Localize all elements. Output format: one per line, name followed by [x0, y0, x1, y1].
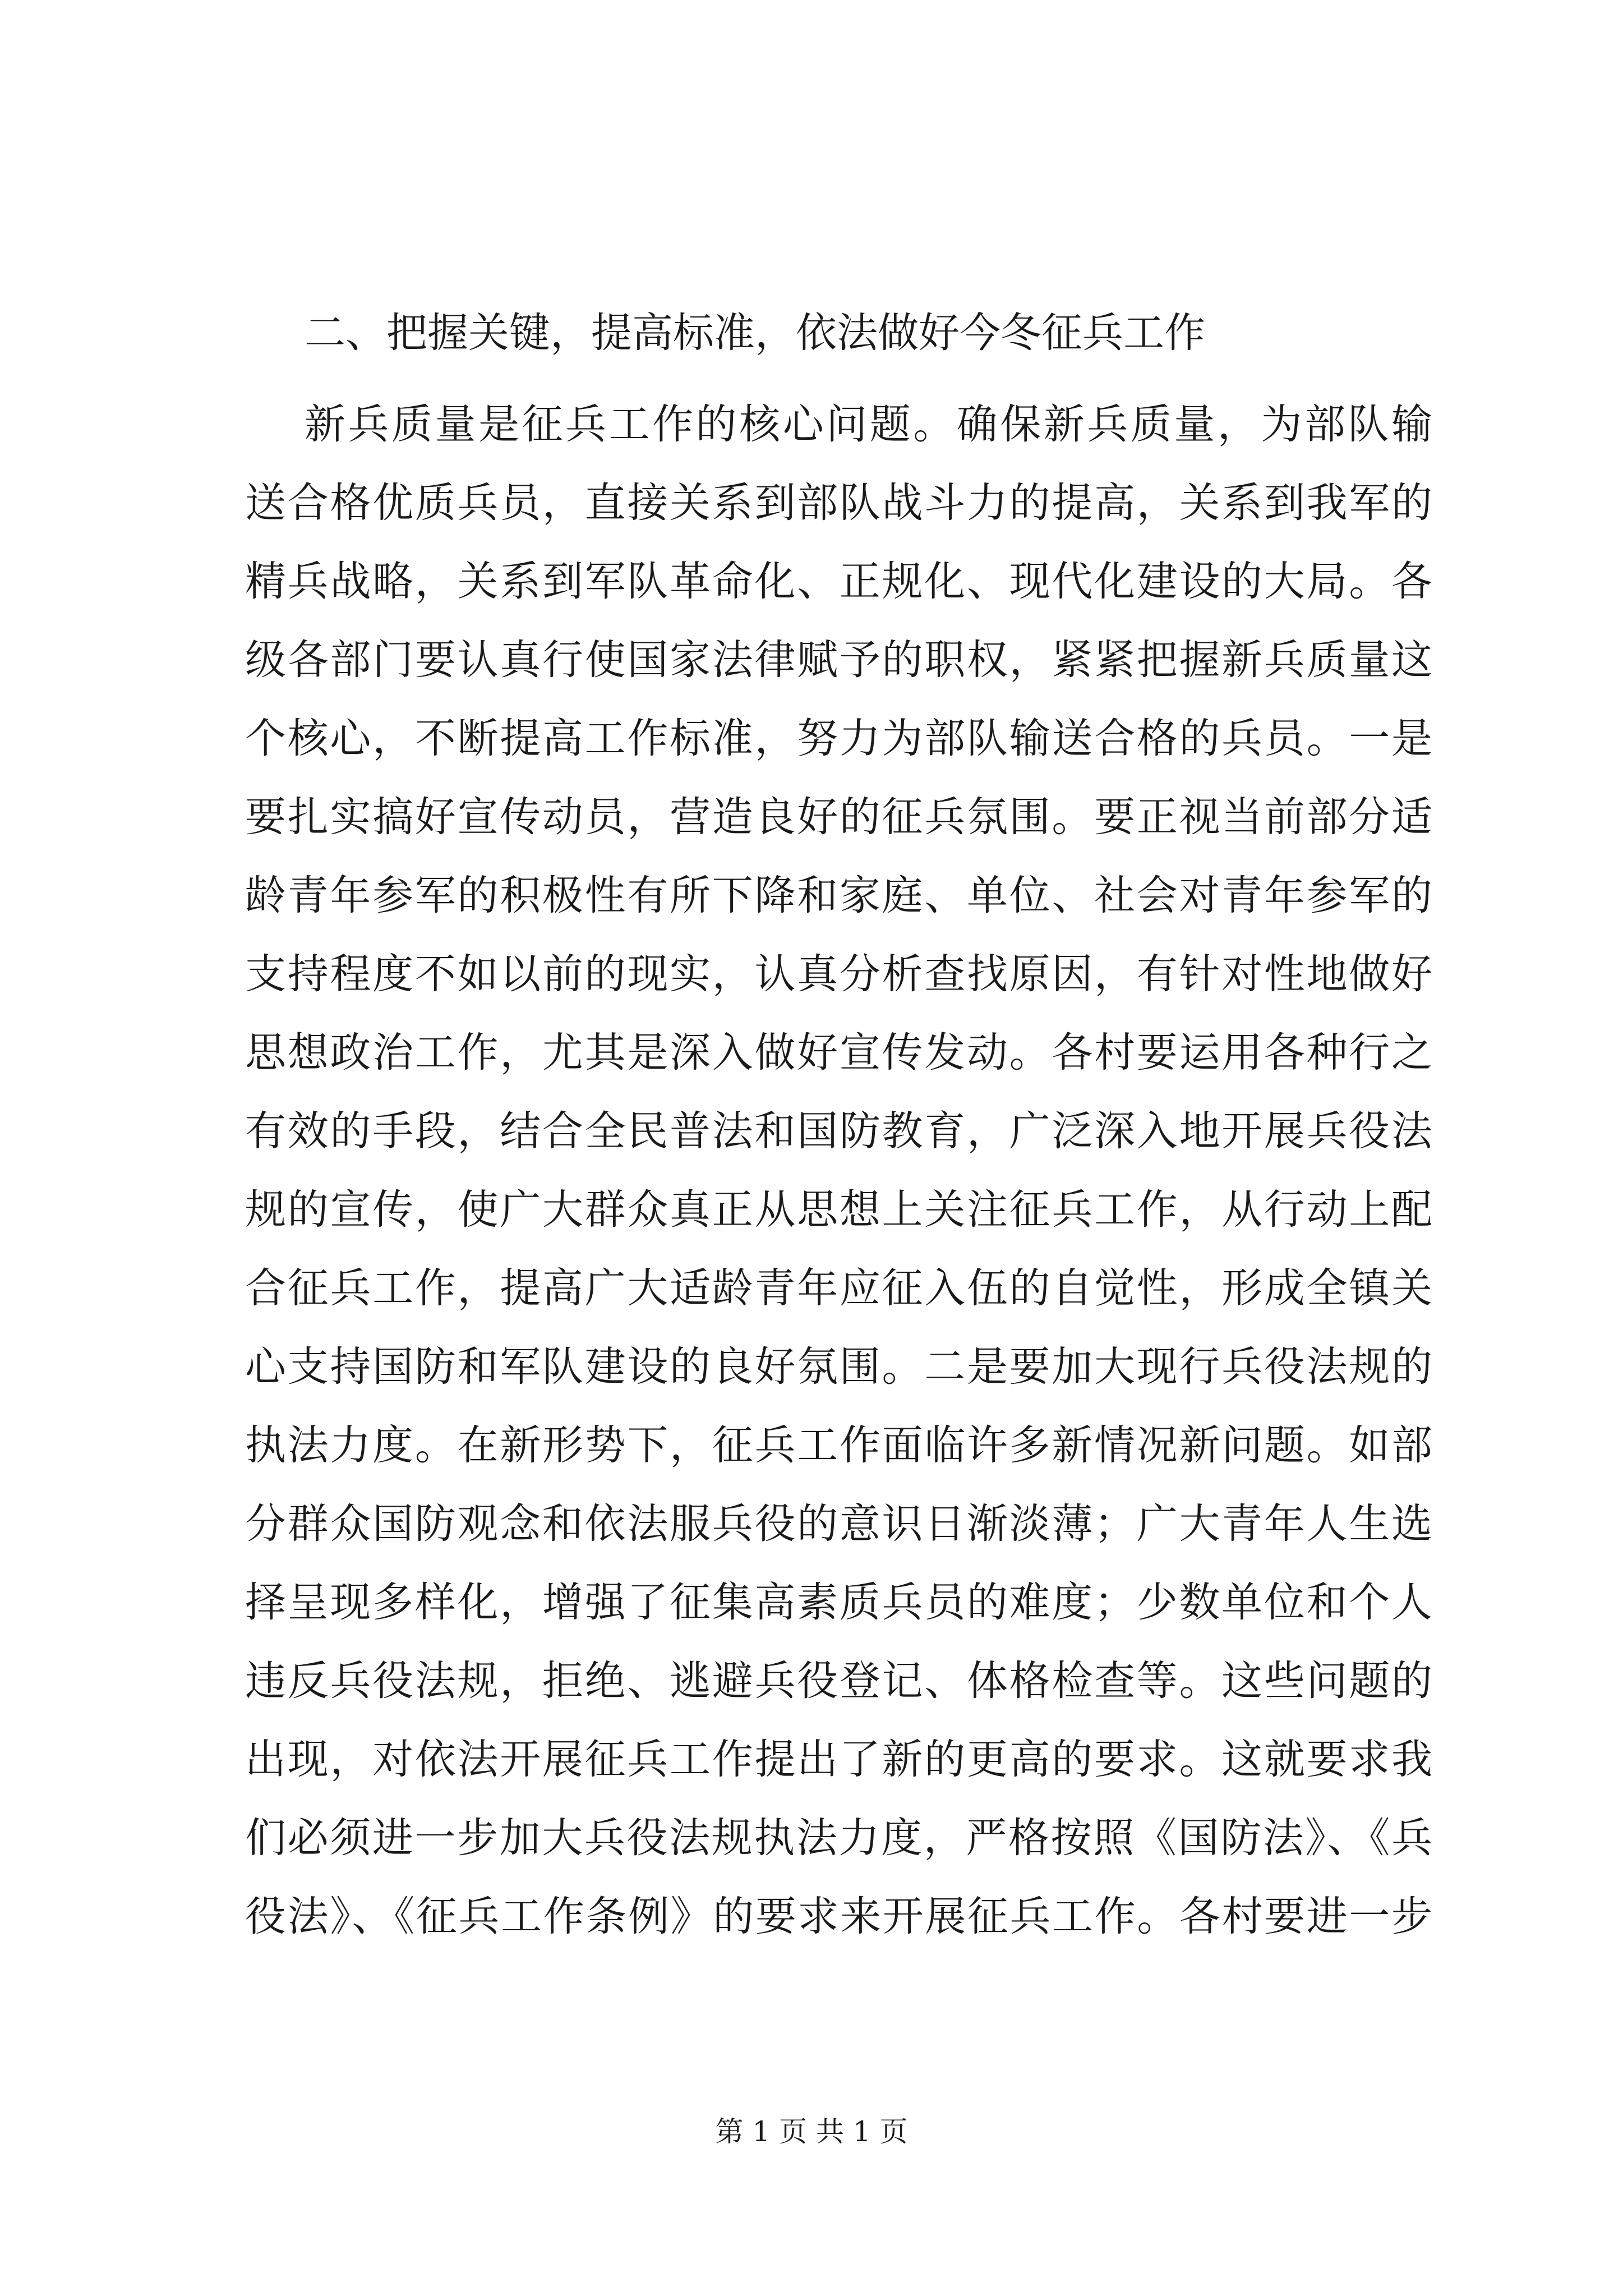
body-line: 违反兵役法规，拒绝、逃避兵役登记、体格检查等。这些问题的: [245, 1657, 1432, 1705]
body-line: 送合格优质兵员，直接关系到部队战斗力的提高，关系到我军的: [245, 479, 1432, 527]
body-line: 思想政治工作，尤其是深入做好宣传发动。各村要运用各种行之: [245, 1029, 1432, 1076]
body-line: 分群众国防观念和依法服兵役的意识日渐淡薄；广大青年人生选: [245, 1500, 1432, 1548]
body-line: 们必须进一步加大兵役法规执法力度，严格按照《国防法》、《兵: [245, 1814, 1432, 1862]
body-line: 要扎实搞好宣传动员，营造良好的征兵氛围。要正视当前部分适: [245, 793, 1432, 841]
body-line: 合征兵工作，提高广大适龄青年应征入伍的自觉性，形成全镇关: [245, 1264, 1432, 1312]
body-line: 役法》、《征兵工作条例》的要求来开展征兵工作。各村要进一步: [245, 1893, 1432, 1940]
body-line: 有效的手段，结合全民普法和国防教育，广泛深入地开展兵役法: [245, 1107, 1432, 1155]
body-line: 级各部门要认真行使国家法律赋予的职权，紧紧把握新兵质量这: [245, 636, 1432, 684]
body-line: 出现，对依法开展征兵工作提出了新的更高的要求。这就要求我: [245, 1736, 1432, 1783]
body-line: 执法力度。在新形势下，征兵工作面临许多新情况新问题。如部: [245, 1421, 1432, 1469]
body-line: 支持程度不如以前的现实，认真分析查找原因，有针对性地做好: [245, 950, 1432, 998]
section-heading: 二、把握关键，提高标准，依法做好今冬征兵工作: [305, 309, 1205, 357]
body-line: 龄青年参军的积极性有所下降和家庭、单位、社会对青年参军的: [245, 872, 1432, 919]
body-line: 规的宣传，使广大群众真正从思想上关注征兵工作，从行动上配: [245, 1186, 1432, 1234]
page-footer: 第 1 页 共 1 页: [715, 2115, 908, 2148]
body-line: 精兵战略，关系到军队革命化、正规化、现代化建设的大局。各: [245, 558, 1432, 605]
body-line: 择呈现多样化，增强了征集高素质兵员的难度；少数单位和个人: [245, 1579, 1432, 1626]
body-line: 心支持国防和军队建设的良好氛围。二是要加大现行兵役法规的: [245, 1343, 1432, 1391]
body-line: 个核心，不断提高工作标准，努力为部队输送合格的兵员。一是: [245, 715, 1432, 762]
body-line: 新兵质量是征兵工作的核心问题。确保新兵质量，为部队输: [305, 401, 1432, 448]
